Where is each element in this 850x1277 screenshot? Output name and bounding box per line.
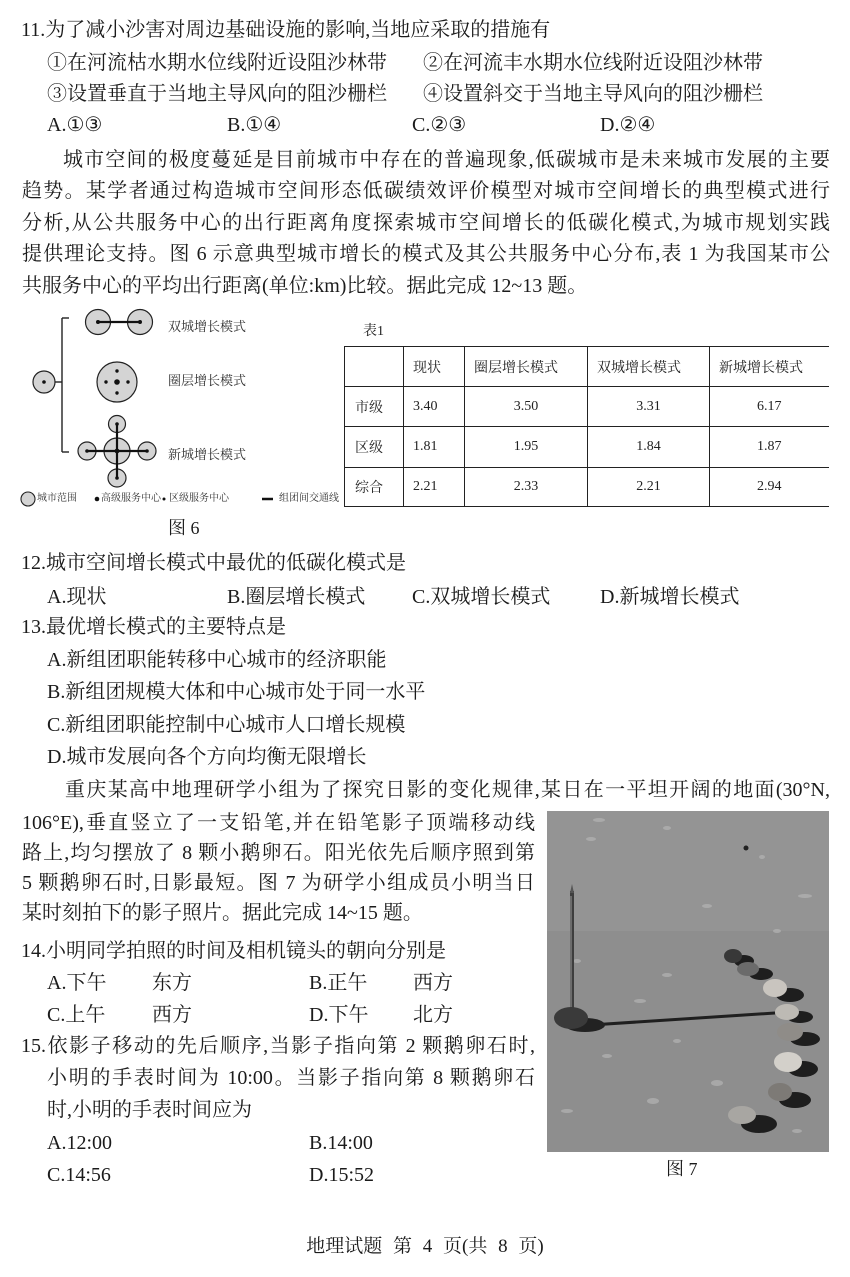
q12-option-b[interactable]: B.圈层增长模式: [227, 586, 366, 608]
q14-option-a[interactable]: A.下午: [47, 972, 107, 994]
legend-high-level-center: 高级服务中心: [101, 493, 161, 504]
q12-stem: 12.城市空间增长模式中最优的低碳化模式是: [21, 552, 406, 574]
passage1-line-4: 提供理论支持。图 6 示意典型城市增长的模式及其公共服务中心分布,表 1 为我国某市公: [22, 243, 830, 265]
table-cell: 1.87: [710, 427, 829, 468]
pebble-7: [768, 1083, 792, 1101]
legend-district-center-icon: [163, 498, 166, 501]
passage1-line-3: 分析,从公共服务中心的出行距离角度探索城市空间增长的低碳化模式,为城市规划实践: [22, 212, 830, 234]
pebble-3: [763, 979, 787, 997]
legend-district-center: 区级服务中心: [169, 493, 229, 504]
pebble-1: [724, 949, 742, 963]
figure7-photo: [547, 811, 829, 1152]
q14-stem: 14.小明同学拍照的时间及相机镜头的朝向分别是: [21, 940, 446, 962]
figure7-caption: 图 7: [666, 1159, 698, 1179]
table1: [344, 346, 829, 507]
table-row-label: 区级: [345, 427, 404, 468]
q15-stem-line-2: 小明的手表时间为 10:00。当影子指向第 8 颗鹅卵石: [47, 1067, 535, 1089]
q11-statement-4: ④设置斜交于当地主导风向的阻沙栅栏: [423, 83, 763, 105]
passage2-line-3: 路上,均匀摆放了 8 颗小鹅卵石。阳光依先后顺序照到第: [22, 842, 535, 864]
table-cell: 3.50: [465, 387, 588, 427]
q15-option-b[interactable]: B.14:00: [309, 1132, 373, 1154]
q14-option-b[interactable]: B.正午: [309, 972, 368, 994]
q11-option-d[interactable]: D.②④: [600, 114, 656, 136]
new-city-satellite-dot: [115, 422, 119, 426]
table-header-cell: 现状: [404, 347, 465, 387]
q12-option-c[interactable]: C.双城增长模式: [412, 586, 551, 608]
legend-high-level-center-icon: [95, 497, 100, 502]
q11-statement-1: ①在河流枯水期水位线附近设阻沙林带: [47, 52, 387, 74]
passage1-line-2: 趋势。某学者通过构造城市空间形态低碳绩效评价模型对城市空间增长的典型模式进行: [22, 180, 830, 202]
table-row: [345, 387, 829, 427]
new-city-satellite-dot: [145, 449, 149, 453]
table-cell: 2.33: [465, 468, 588, 507]
q14-option-c-direction: 西方: [152, 1004, 192, 1026]
pebble-2: [737, 962, 759, 976]
pebble-8: [728, 1106, 756, 1124]
table-row-label: 市级: [345, 387, 404, 427]
q14-option-a-direction: 东方: [152, 972, 192, 994]
q11-option-b[interactable]: B.①④: [227, 114, 282, 136]
passage2-line-1: 重庆某高中地理研学小组为了探究日影的变化规律,某日在一平坦开阔的地面(30°N,: [65, 779, 830, 801]
double-city-center-dot-right: [138, 320, 142, 324]
q14-option-c[interactable]: C.上午: [47, 1004, 106, 1026]
table-cell: 1.95: [465, 427, 588, 468]
pencil-base-blob: [554, 1007, 588, 1029]
passage1-line-1: 城市空间的极度蔓延是目前城市中存在的普遍现象,低碳城市是未来城市发展的主要: [63, 149, 830, 171]
q15-option-a[interactable]: A.12:00: [47, 1132, 112, 1154]
passage2-line-4: 5 颗鹅卵石时,日影最短。图 7 为研学小组成员小明当日: [22, 872, 535, 894]
q15-option-d[interactable]: D.15:52: [309, 1164, 374, 1186]
figure6-caption: 图 6: [168, 518, 200, 538]
table-cell: 3.31: [588, 387, 710, 427]
new-city-center-dot: [115, 449, 120, 454]
table-header-cell: [345, 347, 404, 387]
q13-stem: 13.最优增长模式的主要特点是: [21, 616, 286, 638]
mode-label-new-city: 新城增长模式: [168, 447, 247, 462]
q11-stem: 11.为了减小沙害对周边基础设施的影响,当地应采取的措施有: [21, 19, 551, 41]
new-city-satellite-dot: [115, 476, 119, 480]
passage2-line-5: 某时刻拍下的影子照片。据此完成 14~15 题。: [22, 902, 423, 924]
table-cell: 2.94: [710, 468, 829, 507]
q12-option-d[interactable]: D.新城增长模式: [600, 586, 740, 608]
dark-speck: [744, 846, 749, 851]
legend-city-extent-icon: [21, 492, 35, 506]
q14-option-b-direction: 西方: [413, 972, 453, 994]
mode-label-double-city: 双城增长模式: [168, 319, 247, 334]
pebble-5: [777, 1023, 803, 1041]
table-cell: 2.21: [588, 468, 710, 507]
table-header-row: [345, 347, 829, 387]
q13-option-a[interactable]: A.新组团职能转移中心城市的经济职能: [47, 649, 387, 671]
table-row: [345, 427, 829, 468]
new-city-satellite-dot: [85, 449, 89, 453]
table-cell: 3.40: [404, 387, 465, 427]
pebble-4: [775, 1004, 799, 1020]
table1-title: 表1: [363, 324, 384, 339]
q13-option-b[interactable]: B.新组团规模大体和中心城市处于同一水平: [47, 681, 426, 703]
ring-district-dot: [115, 369, 118, 372]
page-footer: 地理试题 第 4 页(共 8 页): [306, 1236, 544, 1257]
ring-high-level-dot: [114, 379, 120, 385]
legend-transit-line: 组团间交通线: [279, 493, 339, 504]
passage2-line-2: 106°E),垂直竖立了一支铅笔,并在铅笔影子顶端移动线: [22, 812, 535, 834]
double-city-center-dot-left: [96, 320, 100, 324]
table-header-cell: 圈层增长模式: [465, 347, 588, 387]
q11-option-c[interactable]: C.②③: [412, 114, 467, 136]
q13-option-c[interactable]: C.新组团职能控制中心城市人口增长规模: [47, 714, 406, 736]
ground-haze: [547, 811, 829, 931]
q15-stem-line-3: 时,小明的手表时间应为: [47, 1099, 252, 1121]
original-city-center-dot: [42, 380, 46, 384]
table-cell: 2.21: [404, 468, 465, 507]
q13-option-d[interactable]: D.城市发展向各个方向均衡无限增长: [47, 746, 367, 768]
table-header-cell: 双城增长模式: [588, 347, 710, 387]
table-row-label: 综合: [345, 468, 404, 507]
q11-statement-3: ③设置垂直于当地主导风向的阻沙栅栏: [47, 83, 387, 105]
q14-option-d-direction: 北方: [413, 1004, 453, 1026]
passage1-line-5: 共服务中心的平均出行距离(单位:km)比较。据此完成 12~13 题。: [22, 275, 588, 297]
mode-label-ring: 圈层增长模式: [168, 373, 247, 388]
ring-district-dot: [104, 380, 107, 383]
table-header-cell: 新城增长模式: [710, 347, 829, 387]
q15-option-c[interactable]: C.14:56: [47, 1164, 111, 1186]
ring-district-dot: [126, 380, 129, 383]
table-cell: 6.17: [710, 387, 829, 427]
table-row: [345, 468, 829, 507]
table-cell: 1.81: [404, 427, 465, 468]
pebble-6: [774, 1052, 802, 1072]
q14-option-d[interactable]: D.下午: [309, 1004, 369, 1026]
q11-statement-2: ②在河流丰水期水位线附近设阻沙林带: [423, 52, 763, 74]
q15-stem-line-1: 15.依影子移动的先后顺序,当影子指向第 2 颗鹅卵石时,: [21, 1035, 535, 1057]
q11-option-a[interactable]: A.①③: [47, 114, 103, 136]
table-cell: 1.84: [588, 427, 710, 468]
legend-city-extent: 城市范围: [37, 493, 77, 504]
q12-option-a[interactable]: A.现状: [47, 586, 107, 608]
ring-district-dot: [115, 391, 118, 394]
figure6-diagram: [0, 305, 345, 510]
